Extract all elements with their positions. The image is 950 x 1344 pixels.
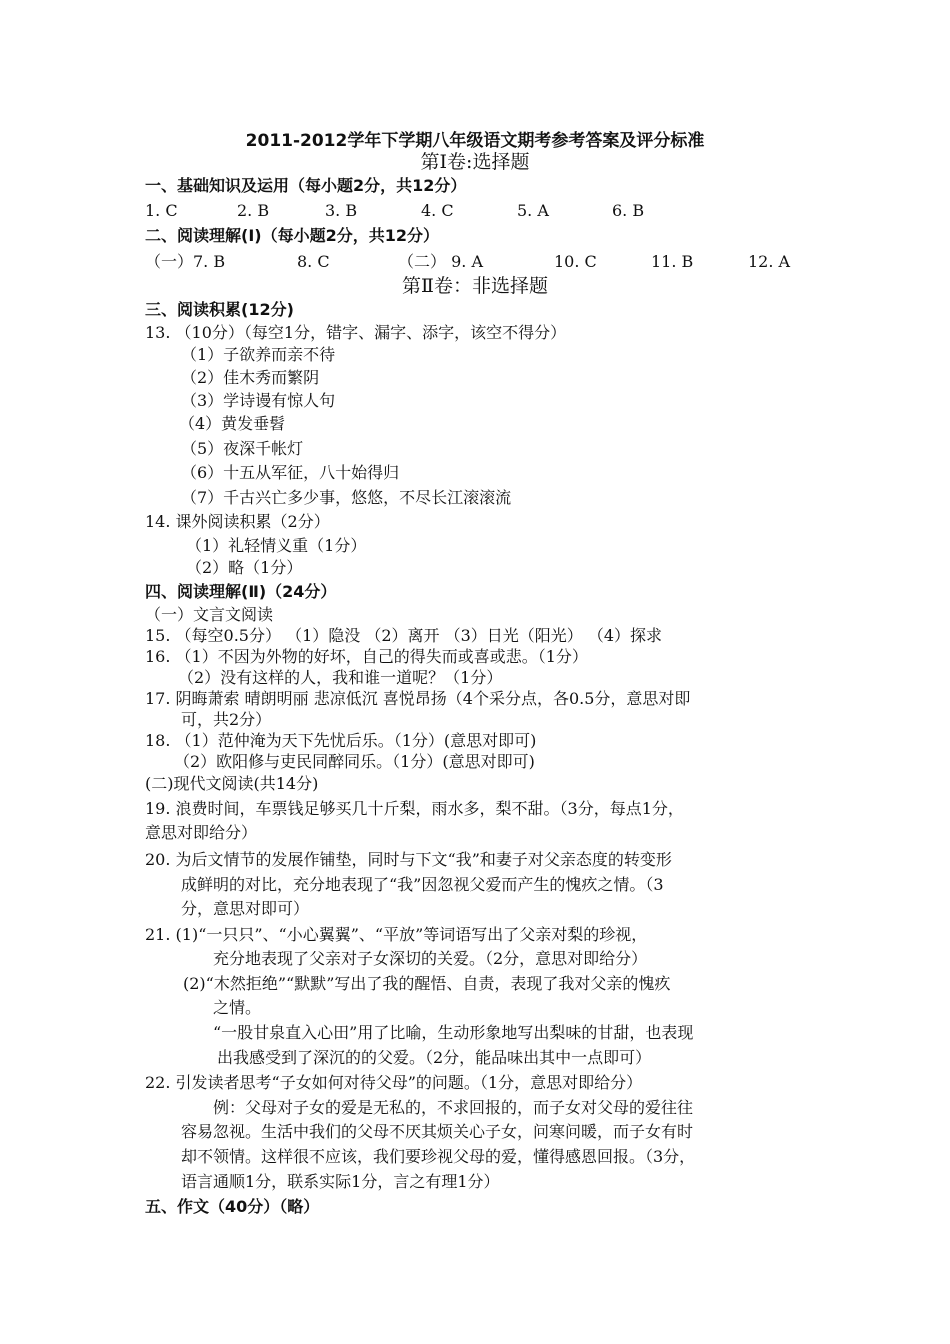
- q14-item: （1）礼轻情义重（1分）: [186, 536, 367, 555]
- question-21-part2: (2)“木然拒绝”“默默”写出了我的醒悟、自责，表现了我对父亲的愧疚: [183, 974, 671, 993]
- section-2-heading: 二、阅读理解(Ⅰ)（每小题2分，共12分）: [145, 226, 439, 245]
- answer-item: 4. C: [421, 201, 454, 220]
- answer-item: （二） 9. A: [398, 252, 483, 271]
- subsection-modern: (二)现代文阅读(共14分): [145, 774, 319, 793]
- answer-item: 11. B: [651, 252, 694, 271]
- answer-item: 1. C: [145, 201, 178, 220]
- answer-item: 2. B: [237, 201, 270, 220]
- question-17: 17. 阴晦萧索 晴朗明丽 悲凉低沉 喜悦昂扬（4个采分点，各0.5分，意思对即: [145, 689, 691, 708]
- section-1-heading: 一、基础知识及运用（每小题2分，共12分）: [145, 176, 467, 195]
- q13-item: （6）十五从军征，八十始得归: [181, 463, 400, 482]
- volume-1-heading: 第Ⅰ卷:选择题: [420, 151, 530, 173]
- answer-item: 8. C: [297, 252, 330, 271]
- question-21-part3: “一股甘泉直入心田”用了比喻，生动形象地写出梨味的甘甜，也表现: [213, 1023, 694, 1042]
- question-22-line3: 容易忽视。生活中我们的父母不厌其烦关心子女，问寒问暖，而子女有时: [181, 1122, 694, 1141]
- question-20-line3: 分，意思对即可）: [181, 899, 310, 918]
- question-16-line2: （2）没有这样的人，我和谁一道呢？（1分）: [178, 668, 503, 687]
- section-5-heading: 五、作文（40分）（略）: [145, 1197, 320, 1216]
- question-13: 13. （10分）（每空1分，错字、漏字、添字，该空不得分）: [145, 323, 567, 342]
- q13-item: （5）夜深千帐灯: [181, 439, 304, 458]
- question-16: 16. （1）不因为外物的好坏，自己的得失而或喜或悲。（1分）: [145, 647, 588, 666]
- question-22-line4: 却不领情。这样很不应该，我们要珍视父母的爱，懂得感恩回报。（3分，: [181, 1147, 696, 1166]
- question-19-line2: 意思对即给分）: [145, 823, 258, 842]
- question-18: 18. （1）范仲淹为天下先忧后乐。（1分）(意思对即可): [145, 731, 537, 750]
- section-3-heading: 三、阅读积累(12分): [145, 300, 294, 319]
- subsection-classical: （一）文言文阅读: [145, 605, 274, 624]
- question-17-line2: 可，共2分）: [181, 710, 272, 729]
- question-22: 22. 引发读者思考“子女如何对待父母”的问题。（1分，意思对即给分）: [145, 1073, 643, 1092]
- q13-item: （4）黄发垂髫: [179, 414, 286, 433]
- document-title: 2011-2012学年下学期八年级语文期考参考答案及评分标准: [245, 131, 705, 151]
- q13-item: （2）佳木秀而繁阴: [181, 368, 320, 387]
- answer-item: 6. B: [612, 201, 645, 220]
- answer-item: 12. A: [748, 252, 791, 271]
- question-19: 19. 浪费时间，车票钱足够买几十斤梨，雨水多，梨不甜。（3分，每点1分，: [145, 799, 684, 818]
- answer-item: 10. C: [554, 252, 597, 271]
- question-20-line2: 成鲜明的对比，充分地表现了“我”因忽视父爱而产生的愧疚之情。（3: [181, 875, 664, 894]
- question-21-part2-line2: 之情。: [213, 998, 262, 1017]
- question-18-line2: （2）欧阳修与吏民同醉同乐。（1分）(意思对即可): [174, 752, 535, 771]
- question-22-line5: 语言通顺1分，联系实际1分，言之有理1分）: [181, 1172, 500, 1191]
- question-14: 14. 课外阅读积累（2分）: [145, 512, 330, 531]
- question-21-part3-line2: 出我感受到了深沉的的父爱。（2分，能品味出其中一点即可）: [217, 1048, 652, 1067]
- q13-item: （3）学诗谩有惊人句: [181, 391, 336, 410]
- question-20: 20. 为后文情节的发展作铺垫，同时与下文“我”和妻子对父亲态度的转变形: [145, 850, 672, 869]
- section-4-heading: 四、阅读理解(Ⅱ)（24分）: [145, 582, 337, 601]
- q13-item: （1）子欲养而亲不待: [181, 345, 336, 364]
- question-15: 15. （每空0.5分） （1）隐没 （2）离开 （3）日光（阳光） （4）探求: [145, 626, 663, 645]
- question-22-example: 例：父母对子女的爱是无私的，不求回报的，而子女对父母的爱往往: [213, 1098, 694, 1117]
- q14-item: （2）略（1分）: [186, 558, 303, 577]
- q13-item: （7）千古兴亡多少事，悠悠，不尽长江滚滚流: [181, 488, 512, 507]
- answer-item: （一）7. B: [145, 252, 226, 271]
- question-21-line2: 充分地表现了父亲对子女深切的关爱。（2分，意思对即给分）: [213, 949, 648, 968]
- answer-item: 3. B: [325, 201, 358, 220]
- answer-item: 5. A: [517, 201, 549, 220]
- question-21: 21. (1)“一只只”、“小心翼翼”、“平放”等词语写出了父亲对梨的珍视，: [145, 925, 648, 944]
- volume-2-heading: 第Ⅱ卷：非选择题: [402, 275, 548, 297]
